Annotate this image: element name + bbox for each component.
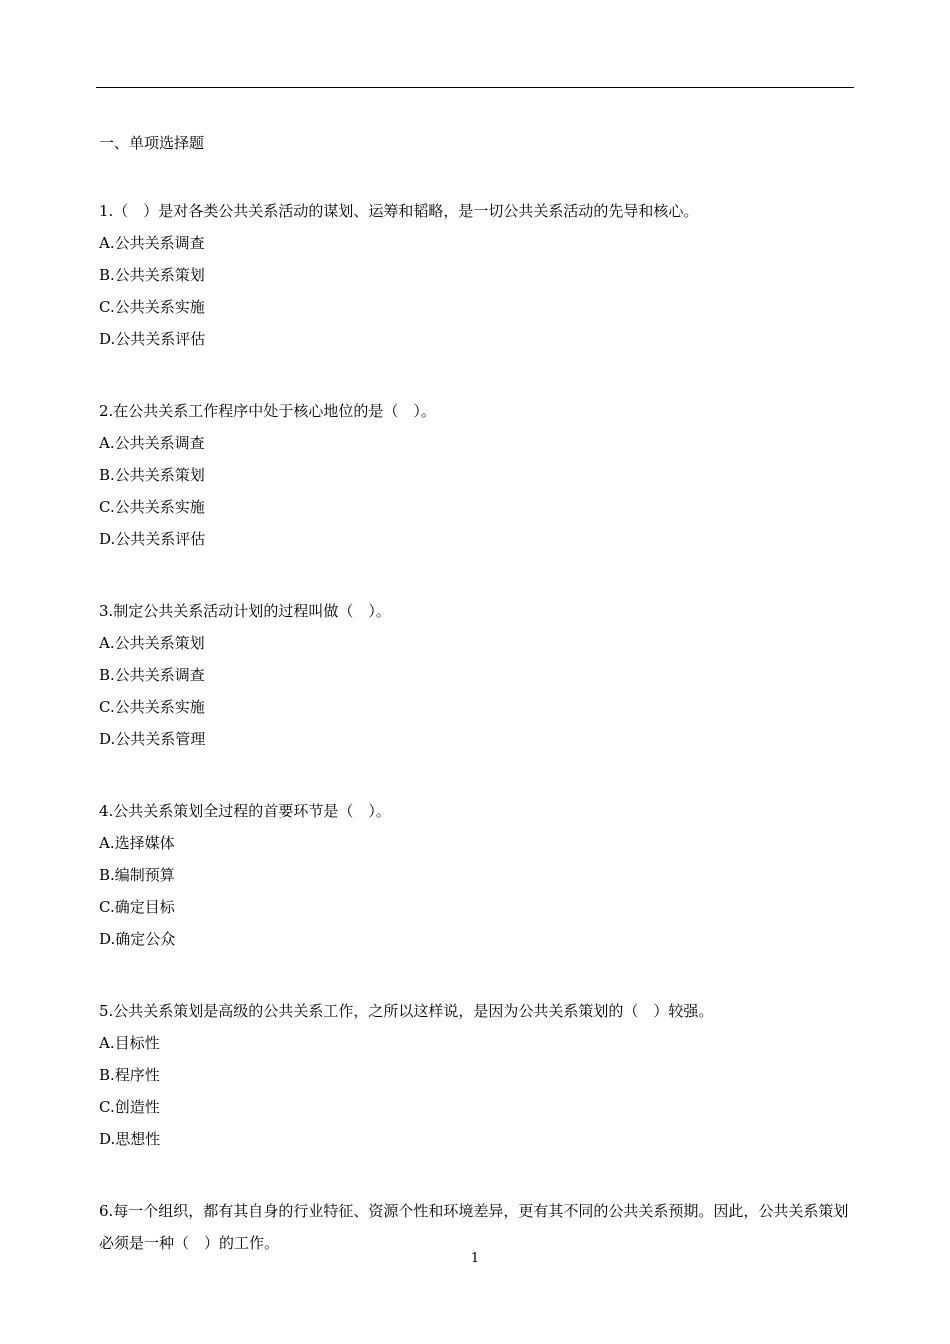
question-3 [99, 595, 855, 755]
question-stem: 4.公共关系策划全过程的首要环节是（ ）。 [99, 802, 391, 820]
option-d: D.公共关系管理 [99, 730, 206, 748]
question-stem: 3.制定公共关系活动计划的过程叫做（ ）。 [99, 602, 391, 620]
option-c: C.确定目标 [99, 898, 175, 916]
option-a: A.公共关系策划 [99, 634, 205, 652]
option-list [99, 627, 855, 755]
option-b: B.编制预算 [99, 866, 175, 884]
question-2 [99, 395, 855, 555]
option-list [99, 427, 855, 555]
option-c: C.公共关系实施 [99, 698, 205, 716]
document-body [99, 131, 855, 1299]
header-rule [96, 87, 854, 88]
option-list [99, 827, 855, 955]
option-a: A.目标性 [99, 1034, 160, 1052]
page-number: 1 [470, 1251, 480, 1266]
option-d: D.公共关系评估 [99, 530, 206, 548]
option-d: D.公共关系评估 [99, 330, 206, 348]
option-b: B.公共关系调查 [99, 666, 205, 684]
question-stem: 1.（ ）是对各类公共关系活动的谋划、运筹和韬略，是一切公共关系活动的先导和核心。 [99, 202, 699, 220]
option-a: A.公共关系调查 [99, 234, 205, 252]
question-stem: 5.公共关系策划是高级的公共关系工作，之所以这样说，是因为公共关系策划的（ ）较强。 [99, 1002, 714, 1020]
section-title: 一、单项选择题 [99, 134, 205, 152]
option-d: D.思想性 [99, 1130, 161, 1148]
option-list [99, 227, 855, 355]
option-b: B.程序性 [99, 1066, 160, 1084]
option-a: A.公共关系调查 [99, 434, 205, 452]
question-4 [99, 795, 855, 955]
option-c: C.公共关系实施 [99, 298, 205, 316]
option-b: B.公共关系策划 [99, 266, 205, 284]
question-stem: 2.在公共关系工作程序中处于核心地位的是（ ）。 [99, 402, 436, 420]
option-b: B.公共关系策划 [99, 466, 205, 484]
question-5 [99, 995, 855, 1155]
option-d: D.确定公众 [99, 930, 176, 948]
option-c: C.创造性 [99, 1098, 160, 1116]
question-1 [99, 195, 855, 355]
option-list [99, 1027, 855, 1155]
option-c: C.公共关系实施 [99, 498, 205, 516]
question-stem: 6.每一个组织，都有其自身的行业特征、资源个性和环境差异，更有其不同的公共关系预期。因此，公共关系策划必须是一种（ ）的工作。 [99, 1202, 849, 1252]
option-a: A.选择媒体 [99, 834, 175, 852]
